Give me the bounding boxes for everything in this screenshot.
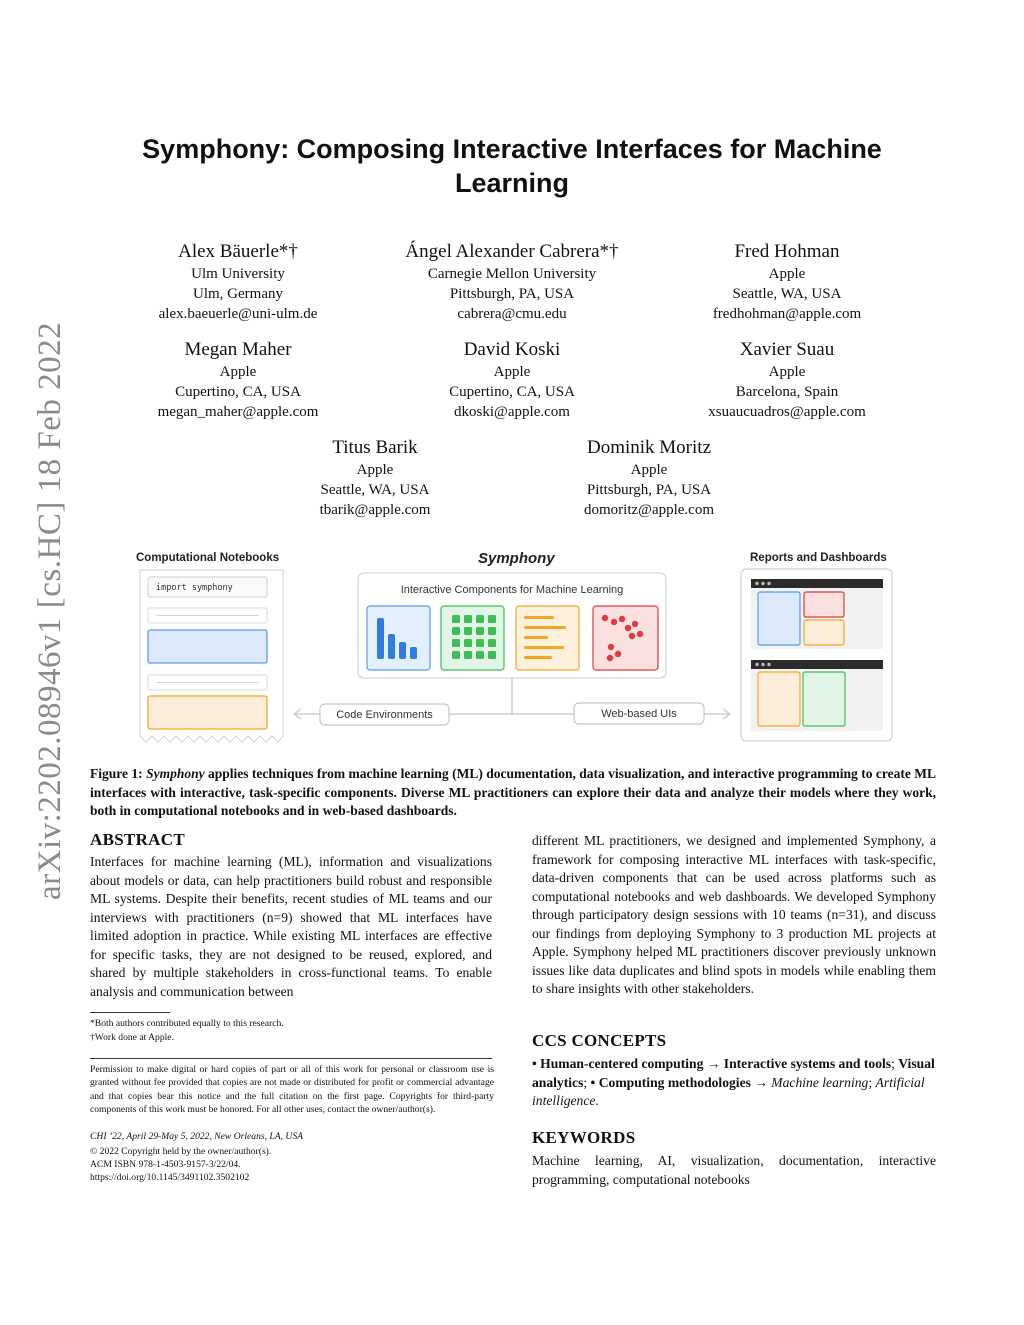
web-ui-label: Web-based UIs	[601, 708, 677, 720]
author-block	[362, 240, 662, 324]
author-block	[637, 240, 937, 324]
notebooks-label: Computational Notebooks	[136, 552, 280, 564]
ccs-item: Machine learning	[771, 1074, 869, 1090]
author-location: Pittsburgh, PA, USA	[586, 482, 712, 498]
bar-component	[367, 606, 430, 670]
abstract-text-right: different ML practitioners, we designed and implemented Symphony, a framework for composing interactive ML interfaces with task-specific, data-driven components that can be used across platforms such as computational notebooks and web dashboards. We developed Symphony through participatory design sessions with 10 teams (n=31), and discuss our findings from deploying Symphony to 3 production ML projects at Apple. Symphony helped ML practitioners discover previously unknown issues like data duplicates and blind spots in models while enabling them to share insights with other stakeholders.	[532, 833, 936, 996]
author-location: Seattle, WA, USA	[732, 286, 842, 302]
author-email[interactable]: fredhohman@apple.com	[712, 306, 862, 322]
components-label: Interactive Components for Machine Learning	[400, 584, 624, 596]
caption-emph: Symphony	[146, 766, 205, 781]
ccs-heading: CCS CONCEPTS	[532, 1031, 667, 1050]
author-affiliation: Apple	[768, 266, 806, 282]
author-name: David Koski	[463, 339, 561, 360]
author-affiliation: Apple	[630, 462, 668, 478]
author-email[interactable]: dkoski@apple.com	[454, 404, 570, 420]
author-email[interactable]: tbarik@apple.com	[319, 502, 431, 518]
author-email[interactable]: cabrera@cmu.edu	[457, 306, 567, 322]
author-affiliation: Apple	[493, 364, 531, 380]
author-affiliation: Apple	[356, 462, 394, 478]
dashboards-label: Reports and Dashboards	[750, 552, 887, 564]
author-location: Ulm, Germany	[193, 286, 283, 302]
figure-teaser	[128, 548, 898, 750]
author-block	[225, 436, 525, 520]
caption-label: Figure 1:	[90, 766, 143, 781]
author-location: Barcelona, Spain	[735, 384, 839, 400]
ccs-item: • Computing methodologies →	[590, 1074, 772, 1090]
author-block	[88, 240, 388, 324]
footnote-equal: *Both authors contributed equally to this research.	[90, 1018, 284, 1029]
keywords-text: Machine learning, AI, visualization, documentation, interactive programming, computational notebooks	[532, 1153, 936, 1187]
author-email[interactable]: megan_maher@apple.com	[157, 404, 319, 420]
author-name: Titus Barik	[332, 437, 418, 458]
author-affiliation: Apple	[768, 364, 806, 380]
isbn-line: ACM ISBN 978-1-4503-9157-3/22/04.	[90, 1159, 241, 1170]
author-name: Dominik Moritz	[586, 437, 712, 458]
author-name: Fred Hohman	[734, 241, 840, 262]
author-location: Cupertino, CA, USA	[175, 384, 301, 400]
code-env-label: Code Environments	[336, 709, 433, 721]
permission-rule	[90, 1058, 492, 1059]
ccs-item: • Human-centered computing → Interactive systems and tools	[532, 1056, 892, 1071]
author-name: Alex Bäuerle*†	[178, 241, 298, 262]
components-panel	[358, 573, 666, 678]
author-email[interactable]: xsuaucuadros@apple.com	[708, 404, 866, 420]
keywords-heading: KEYWORDS	[532, 1128, 636, 1147]
code-cell-text: import symphony	[156, 583, 233, 593]
figure-caption	[90, 765, 936, 821]
dashboard-panel	[741, 569, 892, 741]
author-email[interactable]: alex.baeuerle@uni-ulm.de	[158, 306, 318, 322]
ccs-sep: ;	[868, 1074, 876, 1090]
permission-notice: Permission to make digital or hard copies of part or all of this work for personal or classroom use is granted without fee provided that copies are not made or distributed for profit or commercial advantage and that copies bear this notice and the full citation on the first page. Copyrights for third-party components of this work must be honored. For all other uses, contact the owner/author(s).	[90, 1064, 494, 1116]
author-affiliation: Carnegie Mellon University	[427, 266, 597, 282]
figure-diagram	[128, 548, 898, 750]
arxiv-identifier: arXiv:2202.08946v1 [cs.HC] 18 Feb 2022	[32, 321, 68, 900]
scatter-component	[593, 606, 658, 670]
ccs-item: Visual analytics	[532, 1056, 935, 1090]
conference-info: CHI ’22, April 29-May 5, 2022, New Orleans, LA, USA	[90, 1131, 304, 1142]
notebook-panel	[140, 570, 283, 742]
ccs-concepts	[532, 1055, 936, 1111]
symphony-label: Symphony	[478, 550, 555, 567]
author-location: Seattle, WA, USA	[320, 482, 430, 498]
footnote-rule	[90, 1012, 170, 1013]
author-affiliation: Ulm University	[191, 266, 285, 282]
ccs-item: Artificial intelligence	[532, 1074, 925, 1108]
paper-title: Symphony: Composing Interactive Interfaces for Machine Learning	[142, 134, 882, 198]
author-location: Cupertino, CA, USA	[449, 384, 575, 400]
caption-text: applies techniques from machine learning (ML) documentation, data visualization, and interactive programming to create ML interfaces with interactive, task-specific components. Diverse ML practitioners can explore their data and analyze their models where they work, both in computational notebooks and in web-based dashboards.	[90, 766, 936, 818]
ccs-sep: .	[595, 1093, 599, 1108]
copyright-line: © 2022 Copyright held by the owner/author(s).	[90, 1146, 272, 1157]
abstract-text-left: Interfaces for machine learning (ML), information and visualizations about models or data, can help practitioners build robust and responsible ML systems. Despite their benefits, recent studies of ML teams and our interviews with practitioners (n=9) showed that ML interfaces have limited adoption in practice. While existing ML interfaces are effective for specific tasks, they are not designed to be reused, explored, and shared by multiple stakeholders in cross-functional teams. To enable analysis and communication between	[90, 854, 492, 999]
ccs-sep: ;	[583, 1074, 591, 1090]
footnote-apple: †Work done at Apple.	[90, 1032, 174, 1043]
abstract-heading: ABSTRACT	[90, 830, 185, 849]
author-block	[88, 338, 388, 422]
author-affiliation: Apple	[219, 364, 257, 380]
author-block	[499, 436, 799, 520]
author-block	[637, 338, 937, 422]
author-name: Xavier Suau	[739, 339, 835, 360]
author-name: Ángel Alexander Cabrera*†	[405, 241, 619, 262]
author-name: Megan Maher	[184, 339, 292, 360]
author-email[interactable]: domoritz@apple.com	[583, 502, 715, 518]
author-block	[362, 338, 662, 422]
doi-link[interactable]: https://doi.org/10.1145/3491102.3502102	[90, 1172, 250, 1183]
author-location: Pittsburgh, PA, USA	[449, 286, 575, 302]
ccs-sep: ;	[891, 1056, 899, 1071]
